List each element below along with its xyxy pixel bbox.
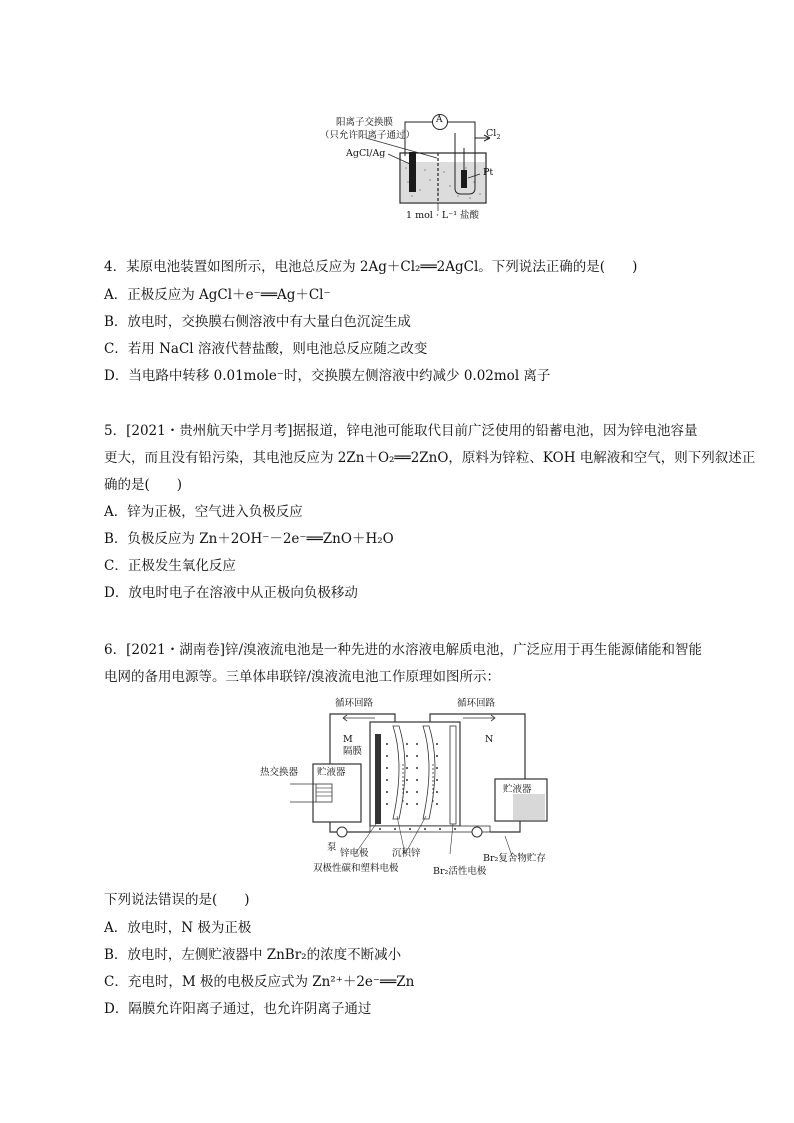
m-label: M <box>343 734 353 745</box>
q4-option-d: D．当电路中转移 0.01mole⁻时，交换膜左侧溶液中约减少 0.02mol 离子 <box>104 368 551 384</box>
q6-option-c: C．充电时，M 极的电极反应式为 Zn²⁺＋2e⁻══Zn <box>104 974 415 990</box>
reservoir-right-label: 贮液器 <box>503 784 532 795</box>
q5-stem-line-2: 更大，而且没有铅污染，其电池反应为 2Zn＋O₂══2ZnO，原料为锌粒、KOH 电解液和空气，则下列叙述正 <box>104 450 756 466</box>
agcl-ag-electrode <box>409 152 416 192</box>
bipolar-electrode-label: 双极性碳和塑料电极 <box>313 863 399 874</box>
q6-stem-line-2: 电网的备用电源等。三单体串联锌/溴液流电池工作原理如图所示： <box>104 669 501 685</box>
pt-electrode <box>461 170 467 188</box>
pump-label: 泵 <box>327 842 337 853</box>
q5-stem-line-3: 确的是( ) <box>104 477 183 493</box>
figure-1-diagram <box>300 108 520 228</box>
zinc-electrode-label: 锌电极 <box>340 848 369 859</box>
br2-electrode-label: Br₂活性电极 <box>433 866 487 877</box>
zinc-electrode-plate <box>375 734 381 824</box>
q4-stem: 4．某原电池装置如图所示，电池总反应为 2Ag＋Cl₂══2AgCl。下列说法正确的是( ) <box>104 259 638 275</box>
solution-label: 1 mol · L⁻¹ 盐酸 <box>406 210 480 221</box>
pump-left-icon <box>337 827 347 837</box>
q4-option-c: C．若用 NaCl 溶液代替盐酸，则电池总反应随之改变 <box>104 341 428 357</box>
q4-option-a: A．正极反应为 AgCl＋e⁻══Ag＋Cl⁻ <box>104 287 331 303</box>
q6-option-a: A．放电时，N 极为正极 <box>104 920 252 936</box>
deposited-zinc-label: 沉积锌 <box>392 848 421 859</box>
pump-right-icon <box>472 827 482 837</box>
n-label: N <box>485 734 494 745</box>
q5-option-b: B．负极反应为 Zn＋2OH⁻－2e⁻══ZnO＋H₂O <box>104 531 394 547</box>
heat-exchanger-label: 热交换器 <box>260 767 299 778</box>
q6-option-b: B．放电时，左侧贮液器中 ZnBr₂的浓度不断减小 <box>104 947 402 963</box>
membrane-label: 阳离子交换膜 <box>336 117 394 128</box>
agcl-ag-label: AgCl/Ag <box>346 148 386 159</box>
q4-option-b: B．放电时，交换膜右侧溶液中有大量白色沉淀生成 <box>104 314 411 330</box>
q5-option-a: A．锌为正极，空气进入负极反应 <box>104 504 303 520</box>
q5-option-d: D．放电时电子在溶液中从正极向负极移动 <box>104 585 358 601</box>
membrane-note: （只允许阳离子通过） <box>320 130 416 141</box>
cl2-label: $Cl_2$ <box>486 128 501 141</box>
q6-follow: 下列说法错误的是( ) <box>104 892 250 908</box>
q6-stem-line-1: 6．[2021・湖南卷]锌/溴液流电池是一种先进的水溶液电解质电池，广泛应用于再生能源储能和智能 <box>104 642 703 658</box>
q6-option-d: D．隔膜允许阳离子通过，也允许阴离子通过 <box>104 1001 372 1017</box>
reservoir-left-label: 贮液器 <box>317 767 346 778</box>
loop-left-label: 循环回路 <box>335 698 374 709</box>
loop-right-label: 循环回路 <box>457 698 496 709</box>
pt-label: Pt <box>483 167 494 178</box>
q5-option-c: C．正极发生氧化反应 <box>104 558 236 574</box>
ammeter-label: A <box>436 115 443 125</box>
membrane-label-2: 隔膜 <box>343 746 363 757</box>
figure-2-diagram <box>255 694 575 880</box>
q5-stem-line-1: 5．[2021・贵州航天中学月考]据报道，锌电池可能取代目前广泛使用的铅蓄电池，因为锌电池容量 <box>104 423 698 439</box>
br2-complex-label: Br₂复合物贮存 <box>483 853 546 864</box>
